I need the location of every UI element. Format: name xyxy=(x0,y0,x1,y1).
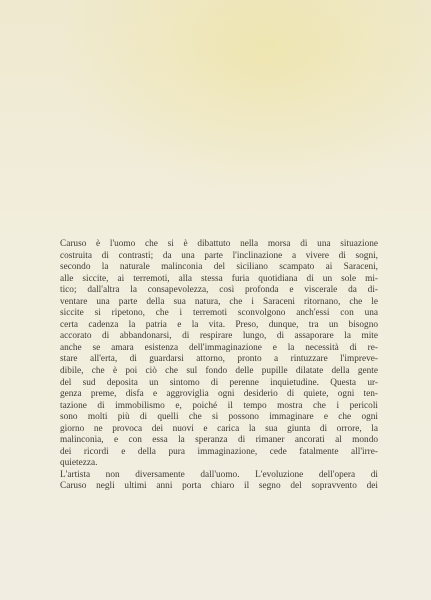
text-line: sono molti più di quelli che si possono immaginare e che ogni xyxy=(60,412,378,423)
text-line: Caruso negli ultimi anni porta chiaro il segno del sopravvento dei xyxy=(60,481,378,492)
text-line: giorno ne provoca dei nuovi e carica la sua giunta di orrore, la xyxy=(60,423,378,434)
text-line: ventare una parte della sua natura, che i Saraceni ritornano, che le xyxy=(60,296,378,307)
text-line: L'artista non diversamente dall'uomo. L'evoluzione dell'opera di xyxy=(60,469,378,480)
paragraph-1 xyxy=(60,239,378,470)
text-line: tico; dall'altra la consapevolezza, così profonda e viscerale da di- xyxy=(60,285,378,296)
text-line: tazione di immobilismo e, poiché il tempo mostra che i pericoli xyxy=(60,400,378,411)
text-line: malinconia, e con essa la speranza di rimaner ancorati al mondo xyxy=(60,435,378,446)
text-line: costruita di contrasti; da una parte l'inclinazione a vivere di sogni, xyxy=(60,250,378,261)
text-line: dibile, che è poi ciò che sul fondo delle pupille dilatate della gente xyxy=(60,366,378,377)
text-line: accorato di abbandonarsi, di respirare lungo, di assaporare la mite xyxy=(60,331,378,342)
text-line: Caruso è l'uomo che si è dibattuto nella morsa di una situazione xyxy=(60,239,378,249)
text-line: quietezza. xyxy=(60,458,98,469)
text-line: del sud deposita un sintomo di perenne inquietudine. Questa ur- xyxy=(60,377,378,388)
text-line: certa cadenza la patria e la vita. Preso, dunque, tra un bisogno xyxy=(60,319,378,330)
text-line: stare all'erta, di guardarsi attorno, pronto a rintuzzare l'impreve- xyxy=(60,354,378,365)
text-line: anche se amara esistenza dell'immaginazione e la necessità di re- xyxy=(60,342,378,353)
text-line: alle siccite, ai terremoti, alla stessa furia quotidiana di un sole mi- xyxy=(60,273,378,284)
body-text xyxy=(60,239,378,493)
paragraph-2 xyxy=(60,470,378,493)
text-line: secondo la naturale malinconia del siciliano scampato ai Saraceni, xyxy=(60,262,378,273)
text-line: genza preme, disfa e aggroviglia ogni desiderio di quiete, ogni ten- xyxy=(60,389,378,400)
text-line: dei ricordi e della pura immaginazione, cede fatalmente all'irre- xyxy=(60,446,378,457)
text-line: siccite si ripetono, che i terremoti sconvolgono anch'essi con una xyxy=(60,308,378,319)
